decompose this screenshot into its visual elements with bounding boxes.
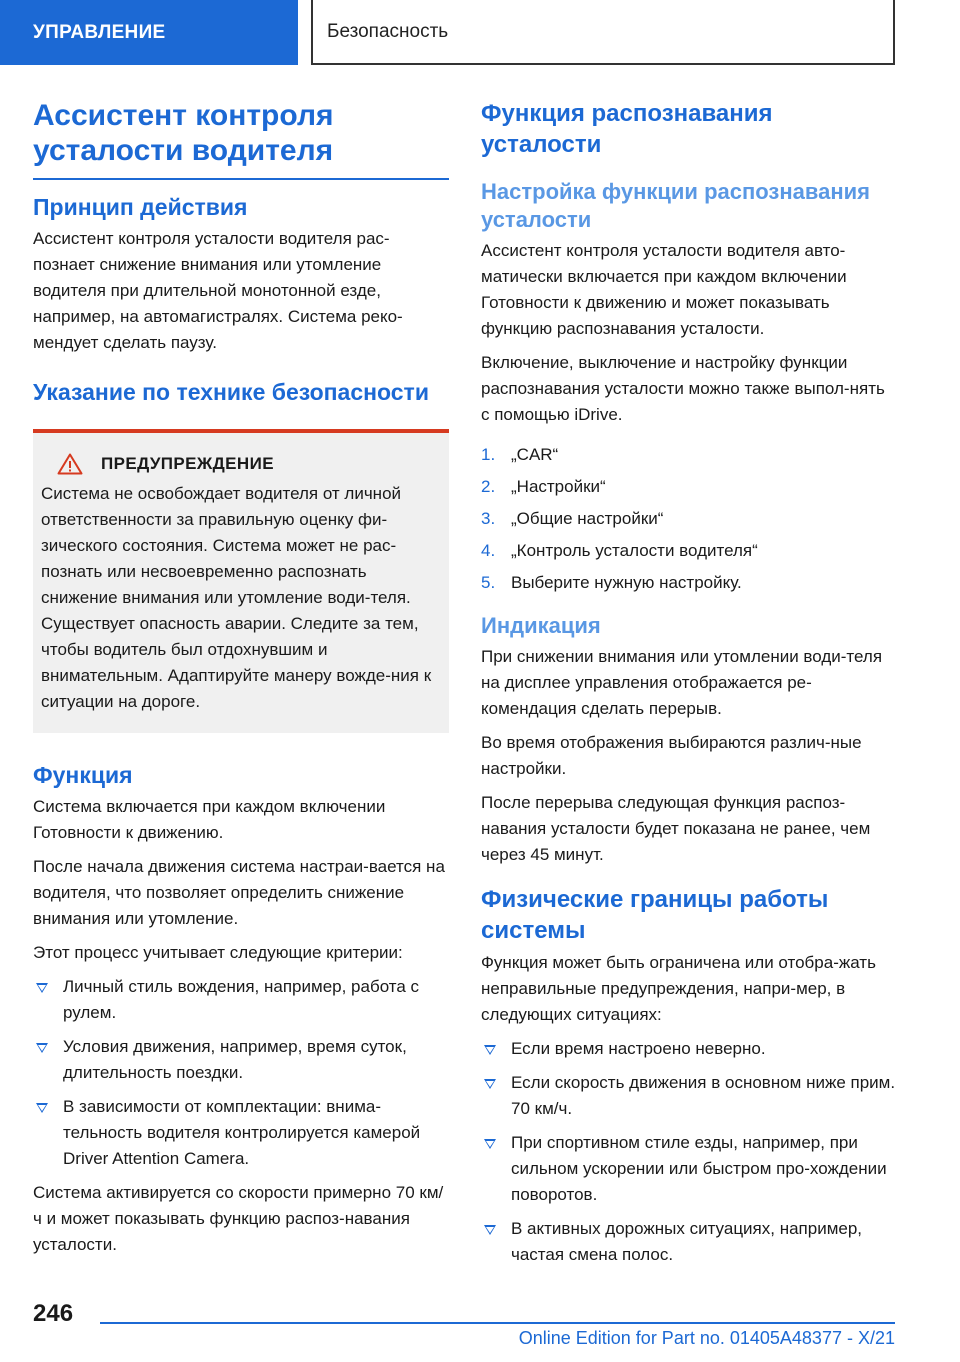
page-number: 246 bbox=[33, 1300, 74, 1327]
function-text-2: После начала движения система настраи-вается на водителя, что позволяет определить снижение внимания или утомление. bbox=[33, 857, 445, 928]
chapter-tab bbox=[311, 0, 895, 65]
principle-heading: Принцип действия bbox=[33, 194, 248, 220]
setup-text-1: Ассистент контроля усталости водителя авто-матически включается при каждом включении Готовности к движению и может показывать функцию распознавания усталости. bbox=[481, 241, 847, 338]
list-item: Личный стиль вождения, например, работа с рулем. bbox=[33, 974, 449, 1026]
list-item: 2. „Настройки“ bbox=[481, 477, 606, 496]
chapter-label: Безопасность bbox=[327, 20, 449, 42]
limits-list bbox=[481, 1036, 897, 1268]
warning-label: ПРЕДУПРЕЖДЕНИЕ bbox=[101, 454, 274, 473]
list-item: В активных дорожных ситуациях, например, частая смена полос. bbox=[481, 1216, 897, 1268]
edition-link[interactable]: Online Edition for Part no. 01405A48377 - X/21 bbox=[518, 1328, 895, 1348]
list-item: 4. „Контроль усталости водителя“ bbox=[481, 541, 758, 560]
triangle-bullet-icon bbox=[484, 1225, 496, 1235]
triangle-bullet-icon bbox=[36, 983, 48, 993]
safety-heading: Указание по технике безопасности bbox=[33, 379, 429, 405]
function-text-3: Этот процесс учитывает следующие критерии: bbox=[33, 943, 403, 962]
list-item: 3. „Общие настройки“ bbox=[481, 509, 664, 528]
triangle-bullet-icon bbox=[484, 1079, 496, 1089]
list-item: При спортивном стиле езды, например, при сильном ускорении или быстром про-хождении поворотов. bbox=[481, 1130, 897, 1208]
warning-text: Система не освобождает водителя от личной ответственности за правильную оценку фи-зического состояния. Система может не рас-познать или несвоевременно распознать снижение внимания или утомление води-теля. Существует опасность аварии. Следите за тем, чтобы водитель был отдохнувшим и внимательным. Адаптируйте манеру вожде-ния к ситуации на дороге. bbox=[41, 484, 432, 711]
section-label: УПРАВЛЕНИЕ bbox=[33, 21, 166, 43]
list-item: В зависимости от комплектации: внима-тельность водителя контролируется камерой Driver Attention Camera. bbox=[33, 1094, 449, 1172]
function-text-1: Система включается при каждом включении Готовности к движению. bbox=[33, 797, 386, 842]
setup-steps bbox=[481, 442, 897, 596]
indication-text-2: Во время отображения выбираются различ-ные настройки. bbox=[481, 733, 862, 778]
indication-text-1: При снижении внимания или утомлении води-теля на дисплее управления отображается ре-комендация сделать перерыв. bbox=[481, 647, 883, 718]
section-tab bbox=[0, 0, 298, 65]
list-item: Если скорость движения в основном ниже прим. 70 км/ч. bbox=[481, 1070, 897, 1122]
list-item: Условия движения, например, время суток, длительность поездки. bbox=[33, 1034, 449, 1086]
triangle-bullet-icon bbox=[484, 1139, 496, 1149]
warning-triangle-icon bbox=[57, 453, 83, 475]
setup-text-2: Включение, выключение и настройку функции распознавания усталости можно также выпол-нять с помощью iDrive. bbox=[481, 353, 885, 424]
list-item: Если время настроено неверно. bbox=[481, 1036, 897, 1062]
triangle-bullet-icon bbox=[484, 1045, 496, 1055]
list-item: 1. „CAR“ bbox=[481, 445, 559, 464]
setup-heading: Настройка функции распознавания усталости bbox=[481, 179, 870, 232]
indication-text-3: После перерыва следующая функция распоз-навания усталости будет показана не ранее, чем через 45 минут. bbox=[481, 793, 871, 864]
principle-text: Ассистент контроля усталости водителя рас-познает снижение внимания или утомление водителя при длительной монотонной езде, например, на автомагистралях. Система реко-мендует сделать паузу. bbox=[33, 229, 403, 352]
title-rule bbox=[33, 178, 449, 180]
list-item: 5. Выберите нужную настройку. bbox=[481, 573, 742, 592]
page-title: Ассистент контроля усталости водителя bbox=[33, 99, 334, 167]
right-column bbox=[481, 98, 897, 1276]
function-heading: Функция bbox=[33, 762, 133, 788]
triangle-bullet-icon bbox=[36, 1103, 48, 1113]
triangle-bullet-icon bbox=[36, 1043, 48, 1053]
limits-text: Функция может быть ограничена или отобра-жать неправильные предупреждения, напри-мер, в следующих ситуациях: bbox=[481, 953, 876, 1024]
limits-heading: Физические границы работы системы bbox=[481, 886, 829, 944]
footer-rule bbox=[100, 1322, 895, 1324]
function-text-4: Система активируется со скорости примерно 70 км/ч и может показывать функцию распоз-навания усталости. bbox=[33, 1183, 444, 1254]
left-column bbox=[33, 98, 449, 1266]
recognition-heading: Функция распознавания усталости bbox=[481, 100, 773, 158]
warning-box bbox=[33, 429, 449, 733]
criteria-list bbox=[33, 974, 449, 1172]
indication-heading: Индикация bbox=[481, 613, 601, 638]
